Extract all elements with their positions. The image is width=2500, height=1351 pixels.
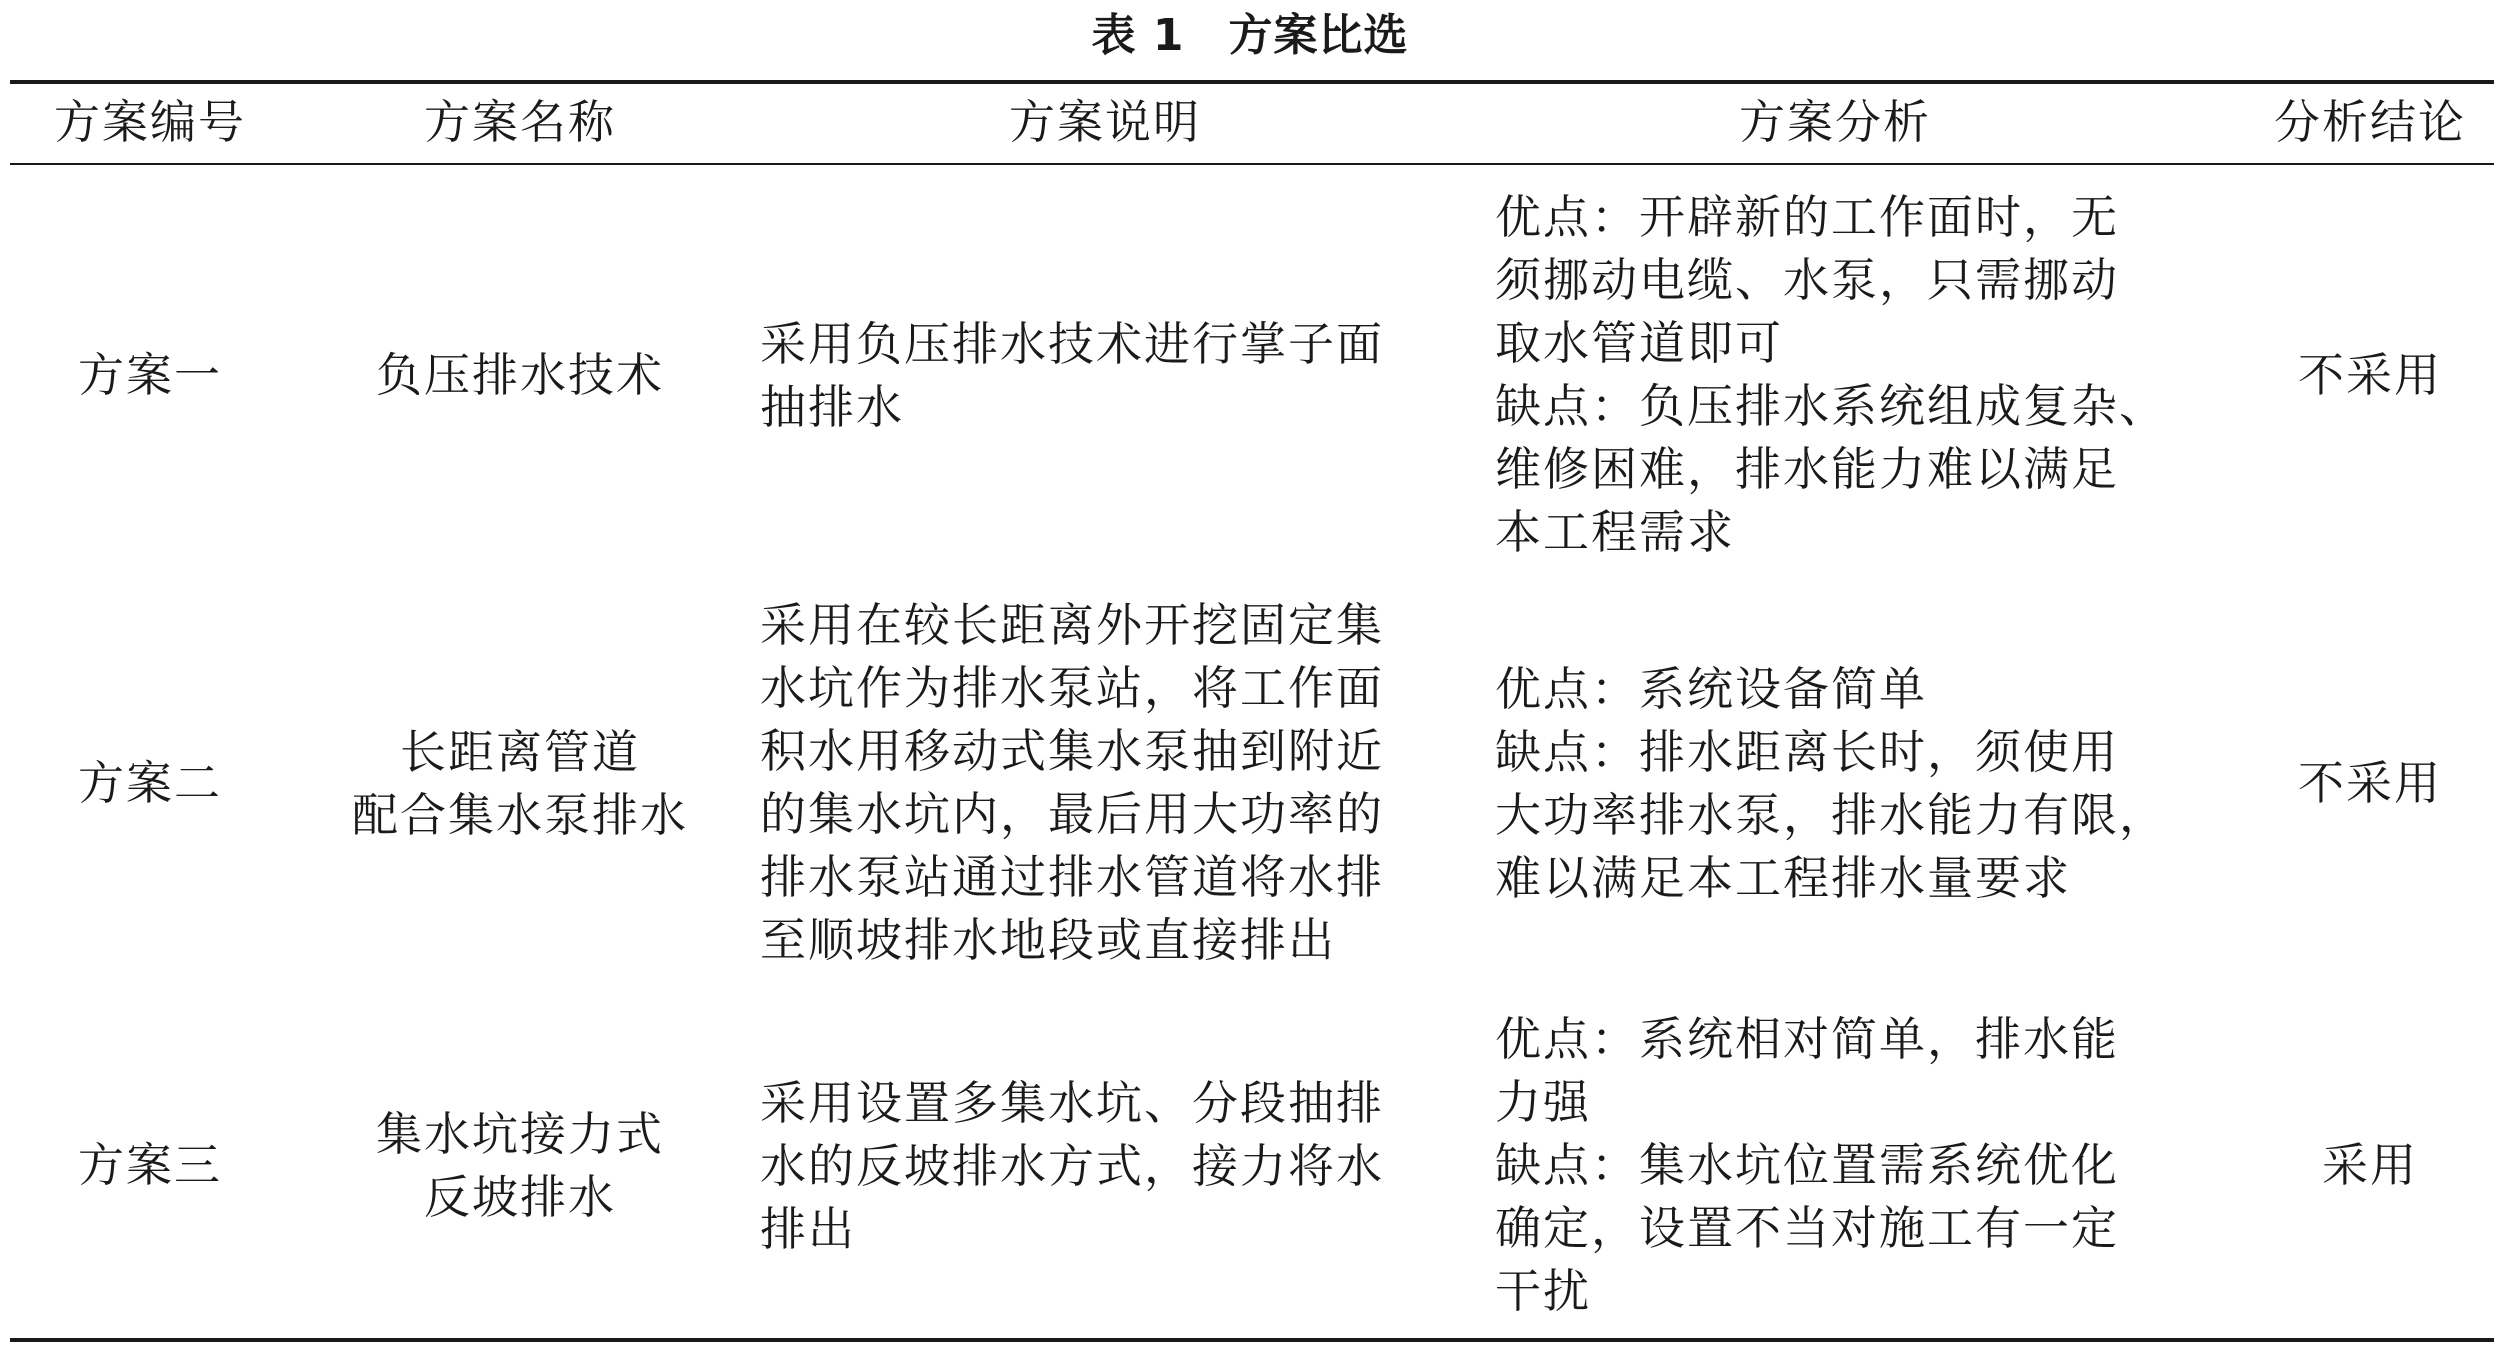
row3-description xyxy=(760,1072,1460,1261)
column-header-description: 方案说明 xyxy=(1009,95,1201,149)
row2-id: 方案二 xyxy=(78,756,222,810)
row2-description-line: 积水用移动式集水泵抽到附近 xyxy=(760,724,1384,778)
row1-analysis-line: 须挪动电缆、水泵，只需挪动 xyxy=(1495,253,2119,307)
row3-description-line: 排出 xyxy=(760,1202,856,1256)
row1-description xyxy=(760,313,1460,439)
row1-name xyxy=(300,344,740,407)
column-header-id: 方案编号 xyxy=(54,95,246,149)
table-caption-title: 方案比选 xyxy=(1228,10,1409,61)
column-header-analysis: 方案分析 xyxy=(1739,95,1931,149)
row1-analysis-line: 优点：开辟新的工作面时，无 xyxy=(1495,190,2119,244)
row2-name-line: 配合集水泵排水 xyxy=(352,788,688,842)
column-header-name: 方案名称 xyxy=(424,95,616,149)
row2-description-line: 水坑作为排水泵站，将工作面 xyxy=(760,661,1384,715)
row3-description-line: 水的反坡排水方式，接力将水 xyxy=(760,1139,1384,1193)
row2-analysis-line: 大功率排水泵，排水能力有限， xyxy=(1495,788,2167,842)
row1-description-line: 抽排水 xyxy=(760,380,904,434)
row1-analysis-line: 取水管道即可 xyxy=(1495,316,1783,370)
row3-analysis-line: 确定，设置不当对施工有一定 xyxy=(1495,1201,2119,1255)
row2-analysis-line: 缺点：排水距离长时，须使用 xyxy=(1495,725,2119,779)
row3-conclusion: 采用 xyxy=(2322,1138,2418,1192)
row3-name-line: 集水坑接力式 xyxy=(376,1107,664,1161)
row2-name-line: 长距离管道 xyxy=(400,725,640,779)
row3-name xyxy=(300,1103,740,1229)
row1-analysis-line: 本工程需求 xyxy=(1495,505,1735,559)
row1-conclusion: 不采用 xyxy=(2298,348,2442,402)
row3-analysis-line: 力强 xyxy=(1495,1075,1591,1129)
row2-analysis xyxy=(1495,658,2255,910)
row1-analysis-line: 缺点：负压排水系统组成复杂、 xyxy=(1495,379,2167,433)
row3-analysis-line: 优点：系统相对简单，排水能 xyxy=(1495,1012,2119,1066)
row3-description-line: 采用设置多集水坑、分段抽排 xyxy=(760,1076,1384,1130)
header-rule xyxy=(10,163,2494,165)
row1-name-line: 负压排水技术 xyxy=(376,348,664,402)
top-rule xyxy=(10,80,2494,84)
row3-name-line: 反坡排水 xyxy=(424,1170,616,1224)
row3-id: 方案三 xyxy=(78,1138,222,1192)
table-caption-label: 表 1 xyxy=(1091,10,1185,61)
row2-analysis-line: 难以满足本工程排水量要求 xyxy=(1495,851,2071,905)
row3-analysis xyxy=(1495,1008,2255,1323)
table-caption xyxy=(0,4,2500,68)
row2-conclusion: 不采用 xyxy=(2298,756,2442,810)
row2-description-line: 排水泵站通过排水管道将水排 xyxy=(760,850,1384,904)
row2-description-line: 采用在较长距离外开挖固定集 xyxy=(760,598,1384,652)
row3-analysis-line: 干扰 xyxy=(1495,1264,1591,1318)
row1-description-line: 采用负压排水技术进行掌子面 xyxy=(760,317,1384,371)
row2-description-line: 至顺坡排水地段或直接排出 xyxy=(760,913,1336,967)
bottom-rule xyxy=(10,1338,2494,1342)
column-header-conclusion: 分析结论 xyxy=(2274,95,2466,149)
row2-analysis-line: 优点：系统设备简单 xyxy=(1495,662,1927,716)
row2-description xyxy=(760,594,1460,972)
row2-description-line: 的集水坑内，最后用大功率的 xyxy=(760,787,1384,841)
row1-analysis xyxy=(1495,186,2255,564)
row1-id: 方案一 xyxy=(78,348,222,402)
row1-analysis-line: 维修困难，排水能力难以满足 xyxy=(1495,442,2119,496)
row2-name xyxy=(300,721,740,847)
row3-analysis-line: 缺点：集水坑位置需系统优化 xyxy=(1495,1138,2119,1192)
